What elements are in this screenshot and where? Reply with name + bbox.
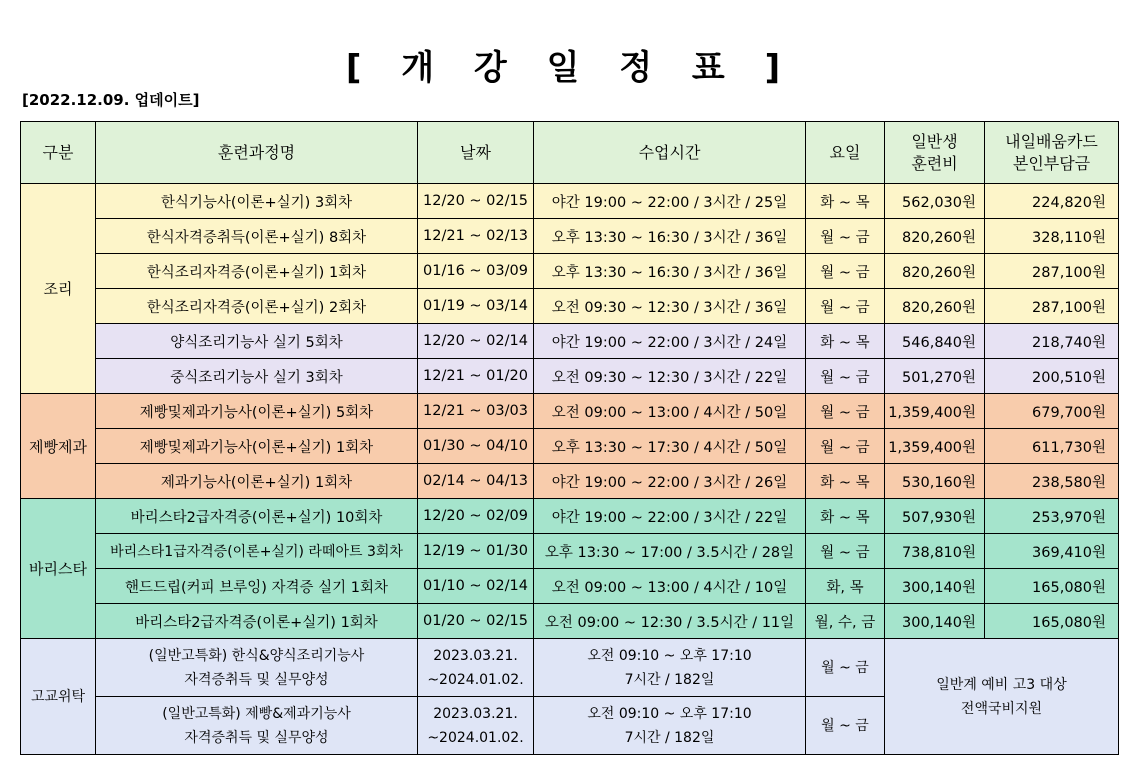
course-cell: 제과기능사(이론+실기) 1회차 [96, 464, 418, 499]
table-row [21, 604, 1119, 639]
category-cell-cooking: 조리 [21, 184, 96, 394]
date-line2: ~2024.01.02. [427, 671, 524, 688]
self-pay-cell: 224,820원 [985, 184, 1119, 219]
date-cell: 12/20 ~ 02/14 [418, 324, 534, 359]
date-cell: 12/19 ~ 01/30 [418, 534, 534, 569]
fee-cell: 820,260원 [885, 289, 985, 324]
support-note-cell [885, 639, 1119, 755]
header-row [21, 122, 1119, 184]
days-cell: 화 ~ 목 [806, 464, 885, 499]
days-cell: 월 ~ 금 [806, 219, 885, 254]
time-cell: 오후 13:30 ~ 17:30 / 4시간 / 50일 [534, 429, 806, 464]
days-cell: 월 ~ 금 [806, 429, 885, 464]
header-fee-line1: 일반생 [911, 131, 958, 151]
self-pay-cell: 369,410원 [985, 534, 1119, 569]
time-cell: 야간 19:00 ~ 22:00 / 3시간 / 22일 [534, 499, 806, 534]
date-cell: 01/16 ~ 03/09 [418, 254, 534, 289]
schedule-table [20, 121, 1119, 755]
course-cell: 바리스타2급자격증(이론+실기) 10회차 [96, 499, 418, 534]
date-cell: 12/21 ~ 03/03 [418, 394, 534, 429]
course-cell: 한식조리자격증(이론+실기) 2회차 [96, 289, 418, 324]
self-pay-cell: 218,740원 [985, 324, 1119, 359]
self-pay-cell: 328,110원 [985, 219, 1119, 254]
table-row [21, 429, 1119, 464]
self-pay-cell: 165,080원 [985, 569, 1119, 604]
date-cell: 01/30 ~ 04/10 [418, 429, 534, 464]
header-self-pay [985, 122, 1119, 184]
date-cell [418, 639, 534, 697]
date-line2: ~2024.01.02. [427, 729, 524, 746]
date-cell: 01/19 ~ 03/14 [418, 289, 534, 324]
date-cell: 12/21 ~ 02/13 [418, 219, 534, 254]
time-cell: 오전 09:00 ~ 13:00 / 4시간 / 50일 [534, 394, 806, 429]
time-cell: 오전 09:00 ~ 13:00 / 4시간 / 10일 [534, 569, 806, 604]
table-row [21, 219, 1119, 254]
course-line2: 자격증취득 및 실무양성 [184, 729, 329, 746]
page-title: [ 개 강 일 정 표 ] [345, 48, 795, 88]
fee-cell: 1,359,400원 [885, 429, 985, 464]
header-time: 수업시간 [534, 122, 806, 184]
course-cell: 제빵및제과기능사(이론+실기) 5회차 [96, 394, 418, 429]
fee-cell: 300,140원 [885, 569, 985, 604]
table-row [21, 499, 1119, 534]
category-cell-highschool: 고교위탁 [21, 639, 96, 755]
fee-cell: 1,359,400원 [885, 394, 985, 429]
table-row [21, 569, 1119, 604]
days-cell: 월, 수, 금 [806, 604, 885, 639]
self-pay-cell: 287,100원 [985, 254, 1119, 289]
header-course: 훈련과정명 [96, 122, 418, 184]
fee-cell: 300,140원 [885, 604, 985, 639]
days-cell: 월 ~ 금 [806, 254, 885, 289]
days-cell: 월 ~ 금 [806, 394, 885, 429]
header-fee-line2: 훈련비 [911, 153, 958, 173]
table-row [21, 464, 1119, 499]
time-cell: 오후 13:30 ~ 17:00 / 3.5시간 / 28일 [534, 534, 806, 569]
date-cell: 12/21 ~ 01/20 [418, 359, 534, 394]
course-cell [96, 639, 418, 697]
days-cell: 화, 목 [806, 569, 885, 604]
time-cell: 야간 19:00 ~ 22:00 / 3시간 / 26일 [534, 464, 806, 499]
category-cell-bakery: 제빵제과 [21, 394, 96, 499]
self-pay-cell: 611,730원 [985, 429, 1119, 464]
course-cell: 양식조리기능사 실기 5회차 [96, 324, 418, 359]
support-note-line2: 전액국비지원 [960, 700, 1043, 717]
header-date: 날짜 [418, 122, 534, 184]
days-cell: 월 ~ 금 [806, 697, 885, 755]
fee-cell: 562,030원 [885, 184, 985, 219]
date-cell: 02/14 ~ 04/13 [418, 464, 534, 499]
fee-cell: 507,930원 [885, 499, 985, 534]
self-pay-cell: 287,100원 [985, 289, 1119, 324]
fee-cell: 820,260원 [885, 254, 985, 289]
days-cell: 화 ~ 목 [806, 184, 885, 219]
fee-cell: 501,270원 [885, 359, 985, 394]
course-cell: 제빵및제과기능사(이론+실기) 1회차 [96, 429, 418, 464]
date-cell: 01/10 ~ 02/14 [418, 569, 534, 604]
table-row [21, 394, 1119, 429]
time-line2: 7시간 / 182일 [624, 729, 715, 746]
time-cell: 야간 19:00 ~ 22:00 / 3시간 / 24일 [534, 324, 806, 359]
course-cell: 중식조리기능사 실기 3회차 [96, 359, 418, 394]
table-row [21, 254, 1119, 289]
days-cell: 화 ~ 목 [806, 324, 885, 359]
fee-cell: 546,840원 [885, 324, 985, 359]
time-cell: 야간 19:00 ~ 22:00 / 3시간 / 25일 [534, 184, 806, 219]
course-line1: (일반고특화) 제빵&제과기능사 [162, 705, 351, 722]
time-cell: 오전 09:30 ~ 12:30 / 3시간 / 36일 [534, 289, 806, 324]
course-cell: 핸드드립(커피 브루잉) 자격증 실기 1회차 [96, 569, 418, 604]
date-cell: 12/20 ~ 02/09 [418, 499, 534, 534]
date-line1: 2023.03.21. [433, 705, 518, 722]
course-cell: 바리스타1급자격증(이론+실기) 라떼아트 3회차 [96, 534, 418, 569]
self-pay-cell: 679,700원 [985, 394, 1119, 429]
table-row [21, 184, 1119, 219]
days-cell: 월 ~ 금 [806, 359, 885, 394]
self-pay-cell: 165,080원 [985, 604, 1119, 639]
header-self-pay-line1: 내일배움카드 [1005, 131, 1098, 151]
time-cell [534, 639, 806, 697]
fee-cell: 820,260원 [885, 219, 985, 254]
course-cell: 한식기능사(이론+실기) 3회차 [96, 184, 418, 219]
table-row [21, 534, 1119, 569]
course-cell: 한식자격증취득(이론+실기) 8회차 [96, 219, 418, 254]
fee-cell: 738,810원 [885, 534, 985, 569]
header-category: 구분 [21, 122, 96, 184]
time-line2: 7시간 / 182일 [624, 671, 715, 688]
self-pay-cell: 253,970원 [985, 499, 1119, 534]
course-cell: 바리스타2급자격증(이론+실기) 1회차 [96, 604, 418, 639]
date-line1: 2023.03.21. [433, 647, 518, 664]
time-cell [534, 697, 806, 755]
header-days: 요일 [806, 122, 885, 184]
time-cell: 오후 13:30 ~ 16:30 / 3시간 / 36일 [534, 254, 806, 289]
table-row [21, 359, 1119, 394]
fee-cell: 530,160원 [885, 464, 985, 499]
time-cell: 오후 13:30 ~ 16:30 / 3시간 / 36일 [534, 219, 806, 254]
time-cell: 오전 09:30 ~ 12:30 / 3시간 / 22일 [534, 359, 806, 394]
table-row [21, 639, 1119, 697]
days-cell: 화 ~ 목 [806, 499, 885, 534]
days-cell: 월 ~ 금 [806, 639, 885, 697]
date-cell [418, 697, 534, 755]
self-pay-cell: 200,510원 [985, 359, 1119, 394]
days-cell: 월 ~ 금 [806, 289, 885, 324]
course-line1: (일반고특화) 한식&양식조리기능사 [148, 647, 365, 664]
self-pay-cell: 238,580원 [985, 464, 1119, 499]
time-line1: 오전 09:10 ~ 오후 17:10 [587, 647, 752, 664]
table-row [21, 324, 1119, 359]
header-self-pay-line2: 본인부담금 [1012, 153, 1091, 173]
update-note: [2022.12.09. 업데이트] [22, 91, 200, 109]
time-line1: 오전 09:10 ~ 오후 17:10 [587, 705, 752, 722]
date-cell: 12/20 ~ 02/15 [418, 184, 534, 219]
header-fee [885, 122, 985, 184]
table-row [21, 289, 1119, 324]
course-cell [96, 697, 418, 755]
category-cell-barista: 바리스타 [21, 499, 96, 639]
date-cell: 01/20 ~ 02/15 [418, 604, 534, 639]
course-cell: 한식조리자격증(이론+실기) 1회차 [96, 254, 418, 289]
days-cell: 월 ~ 금 [806, 534, 885, 569]
support-note-line1: 일반계 예비 고3 대상 [936, 676, 1067, 693]
course-line2: 자격증취득 및 실무양성 [184, 671, 329, 688]
time-cell: 오전 09:00 ~ 12:30 / 3.5시간 / 11일 [534, 604, 806, 639]
